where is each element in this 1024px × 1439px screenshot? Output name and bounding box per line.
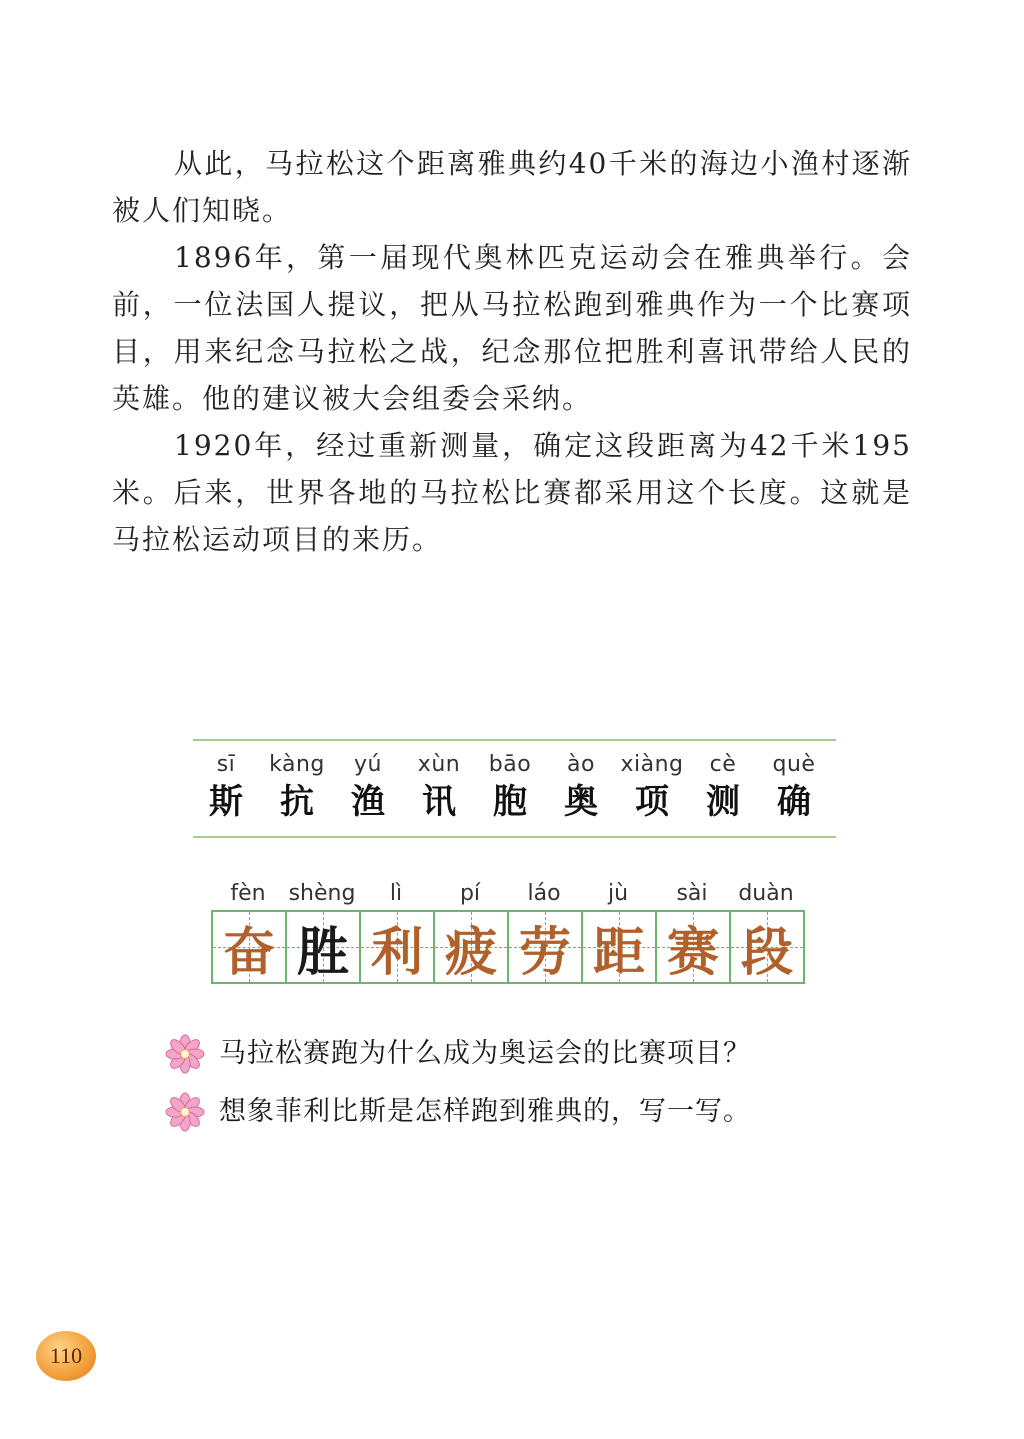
pinyin-label: sī	[216, 752, 236, 777]
hanzi-char: 讯	[422, 782, 456, 822]
pinyin-label: què	[772, 752, 816, 777]
question-1	[165, 1032, 751, 1076]
grid-cell	[731, 912, 803, 982]
read-word	[687, 750, 759, 824]
grid-cell	[287, 912, 361, 982]
hanzi-char: 斯	[209, 782, 243, 822]
hanzi-char: 抗	[280, 782, 314, 822]
practice-char: 疲	[444, 921, 497, 983]
pinyin-label: jù	[607, 881, 629, 906]
read-word	[190, 750, 262, 824]
pinyin-label: fèn	[230, 881, 266, 906]
page-number: 110	[49, 1343, 83, 1368]
grid-cell	[435, 912, 509, 982]
pinyin-label: kàng	[269, 752, 325, 777]
read-word	[616, 750, 688, 824]
read-word	[474, 750, 546, 824]
passage	[112, 140, 912, 563]
pinyin-label: pí	[459, 881, 481, 906]
read-word	[261, 750, 333, 824]
pinyin-label: ào	[567, 752, 595, 777]
paragraph-1: 从此，马拉松这个距离雅典约40千米的海边小渔村逐渐被人们知晓。	[112, 147, 912, 227]
grid-cell	[509, 912, 583, 982]
practice-char: 利	[370, 921, 423, 983]
page-number-badge	[36, 1331, 96, 1381]
grid-cell	[657, 912, 731, 982]
read-word-list	[190, 750, 840, 830]
question-2	[165, 1090, 751, 1134]
paragraph-3: 1920年，经过重新测量，确定这段距离为42千米195米。后来，世界各地的马拉松比赛都采用这个长度。这就是马拉松运动项目的来历。	[112, 429, 912, 556]
practice-char: 段	[740, 921, 793, 983]
practice-char: 劳	[518, 921, 571, 983]
practice-char: 奋	[222, 921, 275, 983]
practice-char: 胜	[296, 921, 349, 983]
pinyin-label: lì	[389, 881, 403, 906]
hanzi-char: 胞	[493, 782, 527, 822]
pinyin-label: xiàng	[620, 752, 684, 777]
hanzi-char: 奥	[564, 782, 598, 822]
question-text: 马拉松赛跑为什么成为奥运会的比赛项目？	[219, 1038, 751, 1069]
pinyin-label: duàn	[738, 881, 794, 906]
read-word	[403, 750, 475, 824]
pinyin-label: yú	[354, 752, 382, 777]
pink-flower-icon	[165, 1092, 205, 1132]
grid-cell	[583, 912, 657, 982]
read-word	[332, 750, 404, 824]
hanzi-char: 测	[706, 782, 740, 822]
word-list-bottom-rule	[193, 836, 836, 838]
hanzi-char: 确	[777, 782, 811, 822]
pinyin-label: láo	[527, 881, 561, 906]
pinyin-label: shèng	[288, 881, 356, 906]
read-word	[545, 750, 617, 824]
write-pinyin-row	[211, 878, 811, 910]
pinyin-label: xùn	[417, 752, 461, 777]
pinyin-label: bāo	[488, 752, 532, 777]
grid-cell	[213, 912, 287, 982]
pink-flower-icon	[165, 1034, 205, 1074]
hanzi-char: 项	[635, 782, 669, 822]
writing-grid	[211, 910, 805, 984]
grid-cell	[361, 912, 435, 982]
read-word	[758, 750, 830, 824]
paragraph-2: 1896年，第一届现代奥林匹克运动会在雅典举行。会前，一位法国人提议，把从马拉松跑到雅典作为一个比赛项目，用来纪念马拉松之战，纪念那位把胜利喜讯带给人民的英雄。他的建议被大会组委会采纳。	[112, 241, 912, 415]
practice-char: 赛	[666, 921, 719, 983]
question-text: 想象菲利比斯是怎样跑到雅典的，写一写。	[219, 1096, 751, 1127]
practice-char: 距	[592, 921, 645, 983]
pinyin-label: cè	[709, 752, 737, 777]
hanzi-char: 渔	[351, 782, 385, 822]
pinyin-label: sài	[676, 881, 708, 906]
word-list-top-rule	[193, 739, 836, 741]
